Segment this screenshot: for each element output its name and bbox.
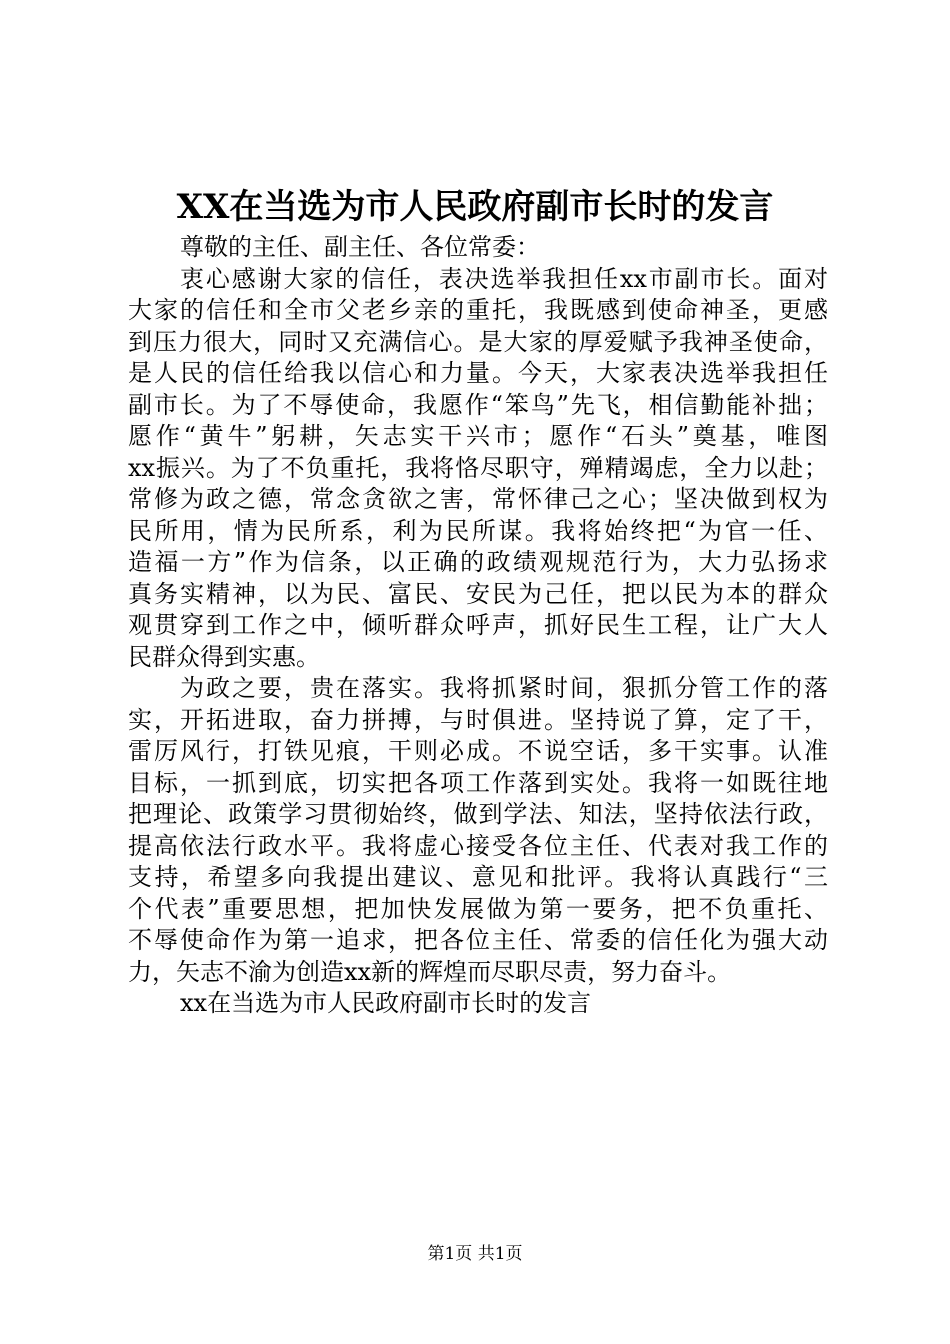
paragraph-line: 常修为政之德，常念贪欲之害，常怀律己之心；坚决做到权为: [128, 485, 828, 513]
paragraph-line: 支持，希望多向我提出建议、意见和批评。我将认真践行“三: [128, 863, 828, 891]
paragraph-line: 大家的信任和全市父老乡亲的重托，我既感到使命神圣，更感: [128, 296, 828, 324]
paragraph-line: 造福一方”作为信条，以正确的政绩观规范行为，大力弘扬求: [128, 548, 828, 576]
paragraph-line: xx振兴。为了不负重托，我将恪尽职守，殚精竭虑，全力以赴；: [128, 453, 828, 482]
paragraph-line: 民群众得到实惠。: [128, 642, 320, 671]
paragraph-line: 目标，一抓到底，切实把各项工作落到实处。我将一如既往地: [128, 768, 828, 797]
paragraph-line: 衷心感谢大家的信任，表决选举我担任xx市副市长。面对: [180, 264, 828, 293]
paragraph-line: 雷厉风行，打铁见痕，干则必成。不说空话，多干实事。认准: [128, 737, 828, 765]
page-footer: 第1页 共1页: [427, 1244, 523, 1264]
paragraph-line: 民所用，情为民所系，利为民所谋。我将始终把“为官一任、: [128, 516, 828, 545]
document-body: [128, 232, 828, 1020]
paragraph-line: 不辱使命作为第一追求，把各位主任、常委的信任化为强大动: [128, 926, 828, 954]
paragraph-line: 为政之要，贵在落实。我将抓紧时间，狠抓分管工作的落: [180, 674, 828, 702]
paragraph-line: 愿作“黄牛”躬耕，矢志实干兴市；愿作“石头”奠基，唯图: [128, 422, 828, 450]
document-title: XX在当选为市人民政府副市长时的发言: [176, 187, 774, 227]
paragraph-line: 实，开拓进取，奋力拼搏，与时俱进。坚持说了算，定了干，: [128, 705, 828, 734]
paragraph-line: 副市长。为了不辱使命，我愿作“笨鸟”先飞，相信勤能补拙；: [128, 390, 828, 419]
paragraph-line: 到压力很大，同时又充满信心。是大家的厚爱赋予我神圣使命，: [128, 327, 828, 356]
paragraph-line: 个代表”重要思想，把加快发展做为第一要务，把不负重托、: [128, 894, 828, 923]
paragraph-line: 真务实精神，以为民、富民、安民为己任，把以民为本的群众: [128, 579, 828, 608]
closing-title-line: xx在当选为市人民政府副市长时的发言: [180, 989, 592, 1017]
paragraph-line: 观贯穿到工作之中，倾听群众呼声，抓好民生工程，让广大人: [128, 611, 828, 639]
paragraph-line: 力，矢志不渝为创造xx新的辉煌而尽职尽责，努力奋斗。: [128, 957, 732, 986]
paragraph-line: 提高依法行政水平。我将虚心接受各位主任、代表对我工作的: [128, 831, 828, 860]
paragraph-line: 是人民的信任给我以信心和力量。今天，大家表决选举我担任: [128, 359, 828, 387]
paragraph-line: 把理论、政策学习贯彻始终，做到学法、知法，坚持依法行政，: [128, 800, 828, 828]
salutation-line: 尊敬的主任、副主任、各位常委：: [180, 233, 540, 261]
